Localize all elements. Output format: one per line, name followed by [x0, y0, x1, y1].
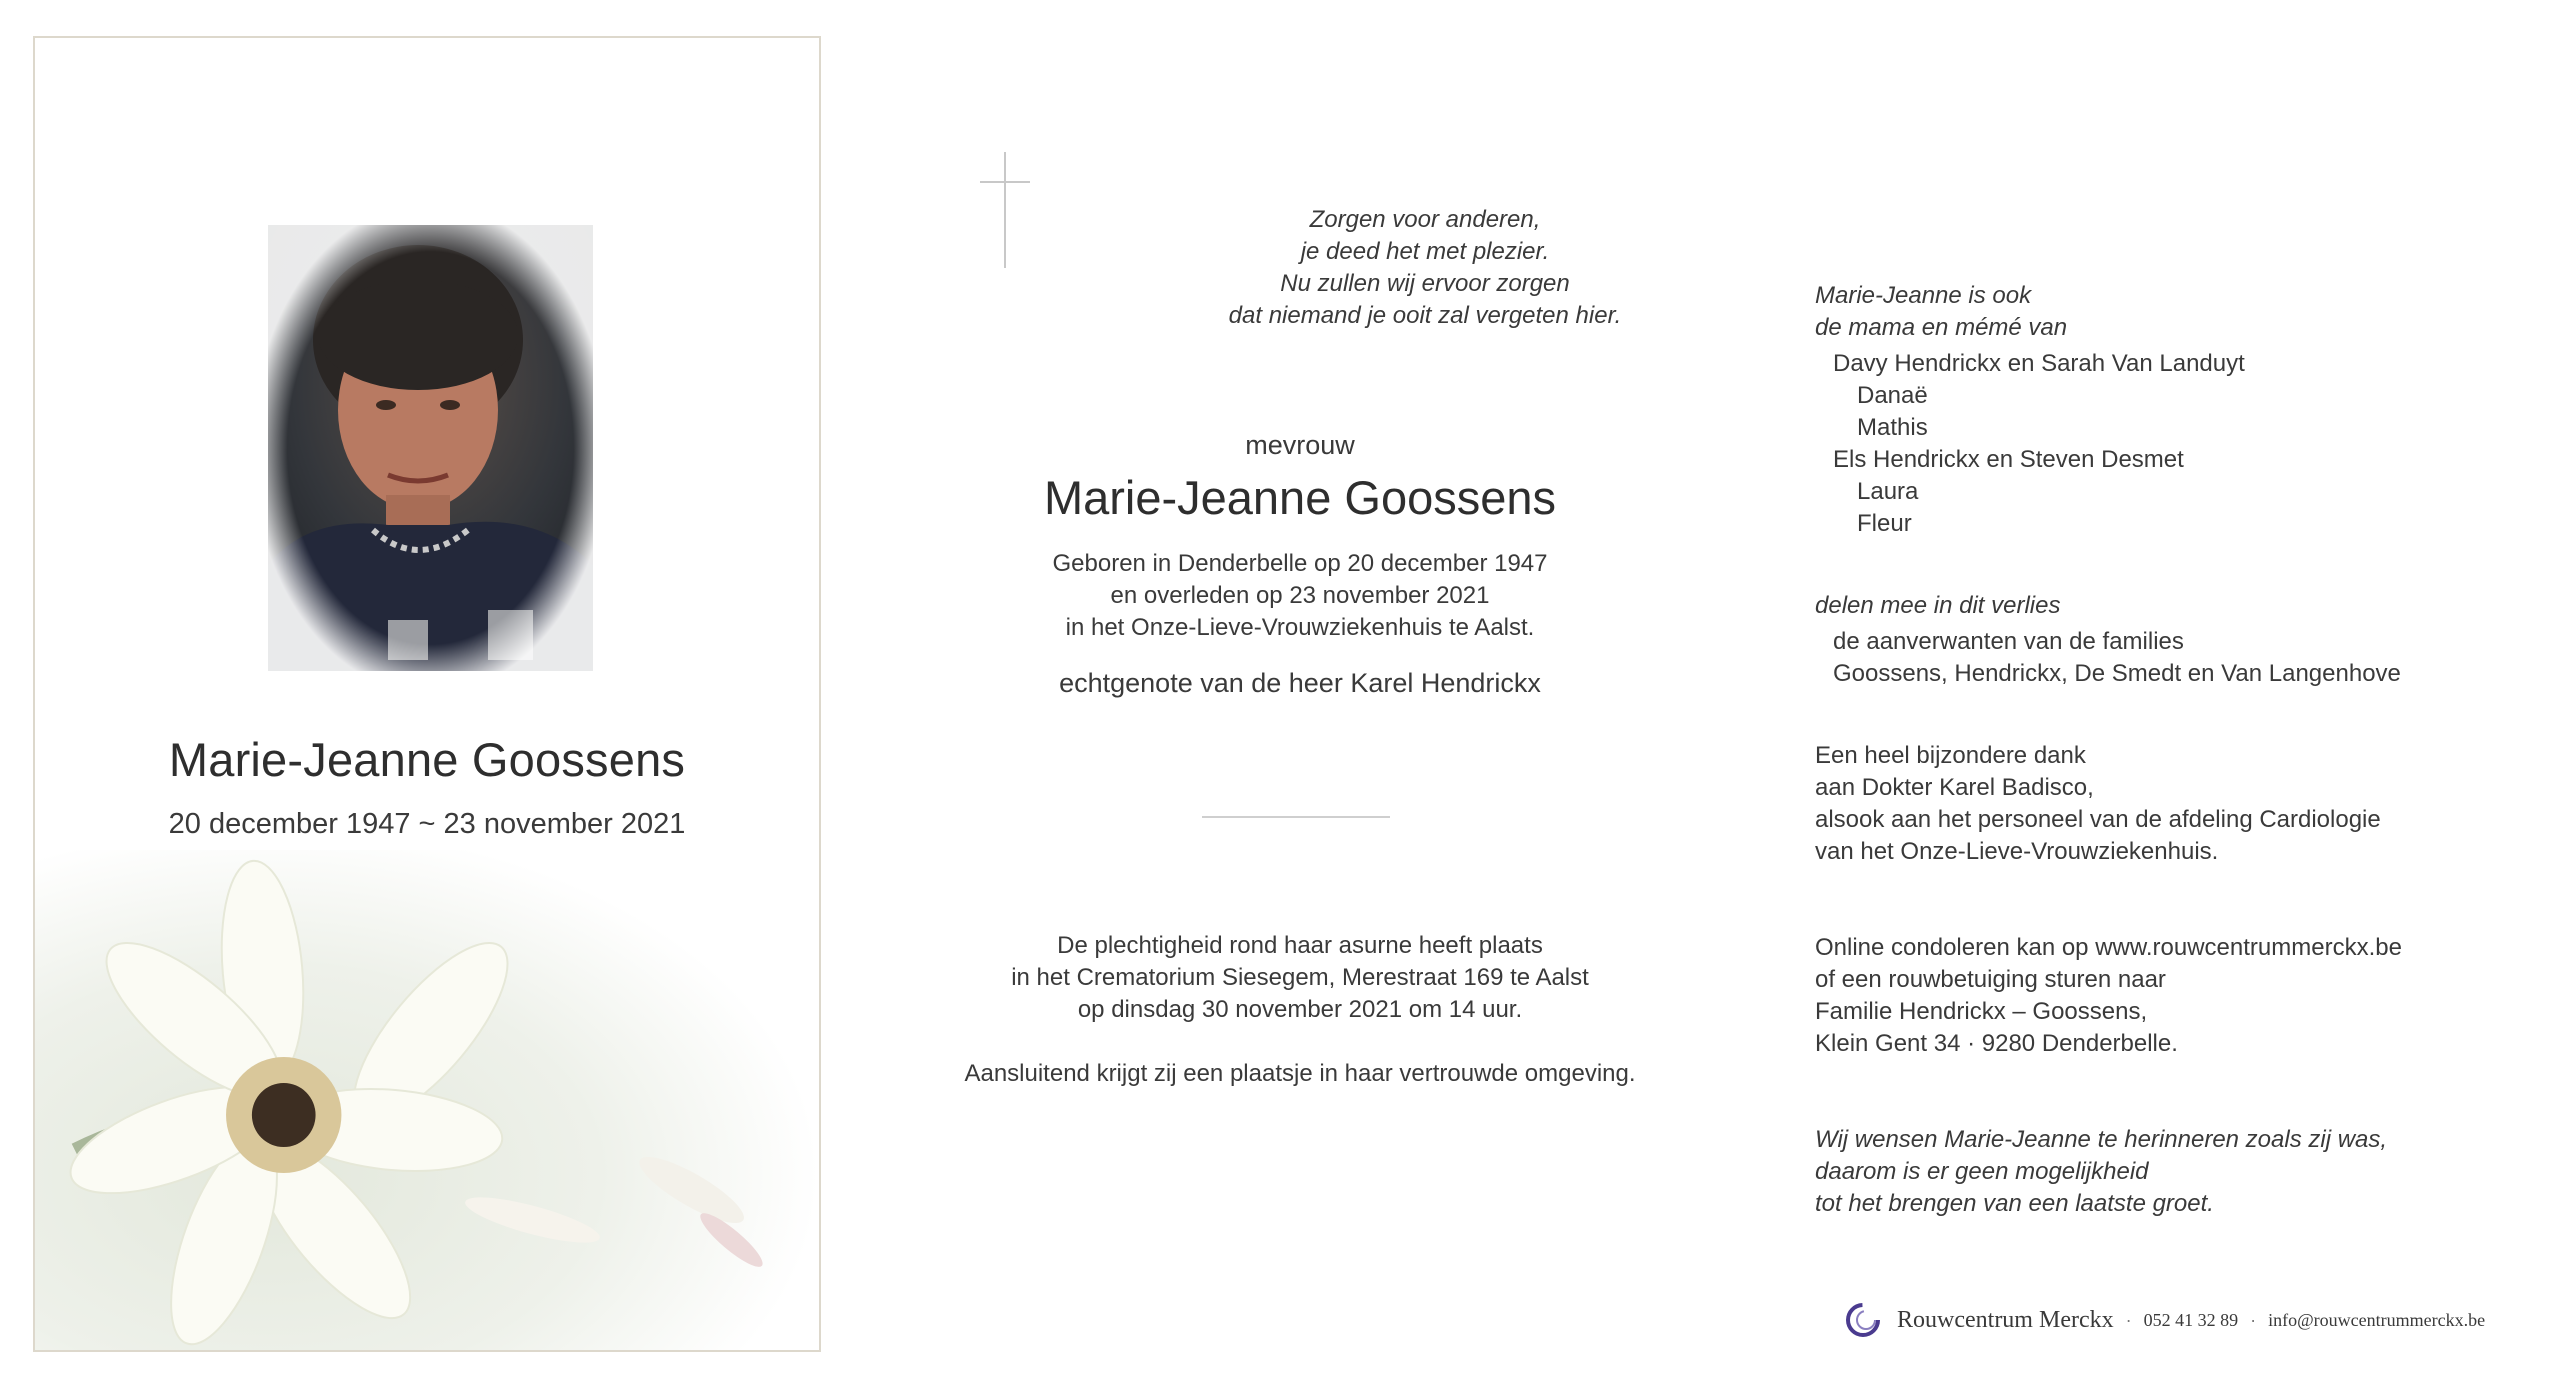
- text-line: Klein Gent 34 · 9280 Denderbelle.: [1815, 1030, 2178, 1057]
- merckx-logo-icon: [1843, 1300, 1883, 1340]
- separator: ·: [2125, 1309, 2132, 1330]
- separator: ·: [2250, 1309, 2257, 1330]
- text-line: aan Dokter Karel Badisco,: [1815, 774, 2094, 801]
- text-line: Marie-Jeanne is ook: [1815, 282, 2032, 309]
- text-line: Een heel bijzondere dank: [1815, 742, 2086, 769]
- card-dates: 20 december 1947 ~ 23 november 2021: [168, 808, 686, 840]
- text-line: daarom is er geen mogelijkheid: [1815, 1158, 2149, 1185]
- info-line: Geboren in Denderbelle op 20 december 1947: [1052, 550, 1548, 577]
- spouse-line: echtgenote van de heer Karel Hendrickx: [1059, 668, 1541, 698]
- family-intro: [1815, 280, 2067, 344]
- honorific: mevrouw: [1245, 430, 1355, 460]
- text-line: de aanverwanten van de families: [1833, 628, 2184, 655]
- poem-line: je deed het met plezier.: [1300, 238, 1550, 265]
- info-line: op dinsdag 30 november 2021 om 14 uur.: [1077, 996, 1523, 1023]
- online-condolence: [1815, 932, 2402, 1060]
- text-line: of een rouwbetuiging sturen naar: [1815, 966, 2166, 993]
- text-line: Wij wensen Marie-Jeanne te herinneren zoals zij was,: [1815, 1126, 2388, 1153]
- text-line: tot het brengen van een laatste groet.: [1815, 1190, 2214, 1217]
- family-member: Mathis: [1857, 414, 1928, 441]
- text-line: Familie Hendrickx – Goossens,: [1815, 998, 2148, 1025]
- family-list: [1815, 348, 2245, 540]
- phone-number: 052 41 32 89: [2143, 1309, 2239, 1330]
- info-line: in het Crematorium Siesegem, Merestraat 169 te Aalst: [1011, 964, 1589, 991]
- footer: [1843, 1300, 2485, 1340]
- family-member: Fleur: [1857, 510, 1912, 537]
- text-line: de mama en mémé van: [1815, 314, 2068, 341]
- info-line: De plechtigheid rond haar asurne heeft plaats: [1057, 932, 1543, 959]
- text-line: van het Onze-Lieve-Vrouwziekenhuis.: [1815, 838, 2219, 865]
- poem-line: Zorgen voor anderen,: [1309, 206, 1541, 233]
- card-name: Marie-Jeanne Goossens: [168, 733, 686, 786]
- cross-icon: [975, 150, 1035, 270]
- poem: [1100, 204, 1750, 332]
- poem-line: dat niemand je ooit zal vergeten hier.: [1228, 302, 1622, 329]
- relatives: [1815, 626, 2401, 690]
- portrait-photo: [268, 225, 593, 671]
- wish: [1815, 1124, 2387, 1220]
- poem-line: Nu zullen wij ervoor zorgen: [1280, 270, 1570, 297]
- share-loss: delen mee in dit verlies: [1815, 592, 2061, 619]
- info-line: in het Onze-Lieve-Vrouwziekenhuis te Aalst.: [1065, 614, 1535, 641]
- family-member: Danaë: [1857, 382, 1928, 409]
- email-link[interactable]: info@rouwcentrummerckx.be: [2268, 1309, 2486, 1330]
- family-member: Davy Hendrickx en Sarah Van Landuyt: [1833, 350, 2245, 377]
- family-member: Els Hendrickx en Steven Desmet: [1833, 446, 2184, 473]
- divider: [1202, 816, 1390, 818]
- brand-name: Rouwcentrum Merckx: [1897, 1306, 2114, 1333]
- after-ceremony: Aansluitend krijgt zij een plaatsje in haar vertrouwde omgeving.: [964, 1060, 1636, 1087]
- flower-icon: [35, 850, 819, 1350]
- family-member: Laura: [1857, 478, 1919, 505]
- deceased-name: Marie-Jeanne Goossens: [1043, 471, 1557, 524]
- memorial-card: [33, 36, 821, 1352]
- thanks: [1815, 740, 2381, 868]
- text-line: alsook aan het personeel van de afdeling Cardiologie: [1815, 806, 2381, 833]
- text-line: Online condoleren kan op www.rouwcentrummerckx.be: [1815, 934, 2402, 961]
- flower-illustration: [35, 850, 819, 1350]
- ceremony-info: [900, 930, 1700, 1026]
- birth-death-info: [950, 548, 1650, 644]
- portrait-illustration: [268, 225, 593, 671]
- text-line: Goossens, Hendrickx, De Smedt en Van Langenhove: [1833, 660, 2401, 687]
- info-line: en overleden op 23 november 2021: [1110, 582, 1490, 609]
